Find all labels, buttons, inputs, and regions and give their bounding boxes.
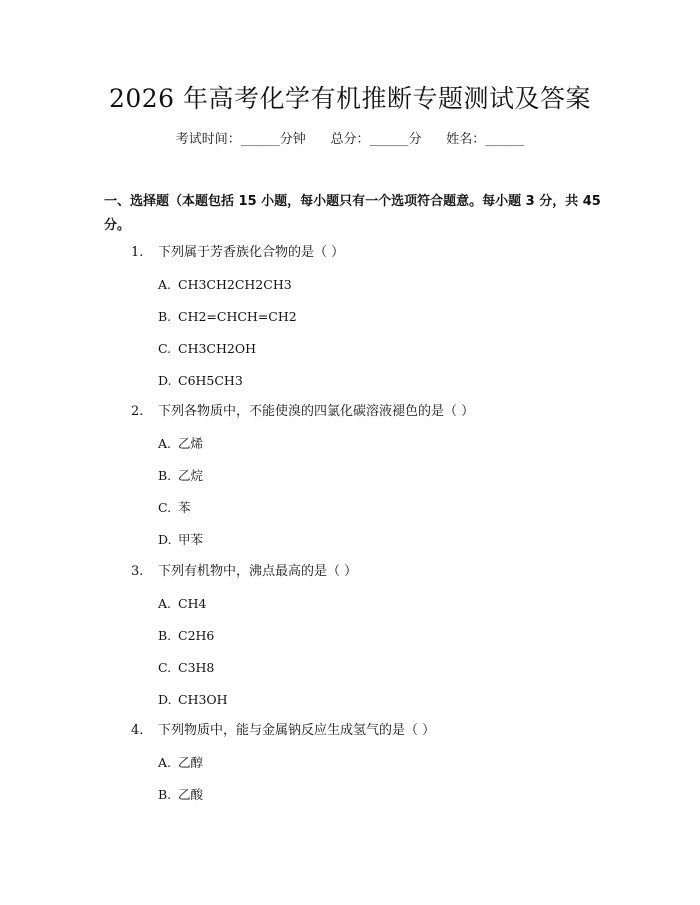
exam-info-line: 考试时间：______分钟 总分：______分 姓名：______: [175, 132, 525, 147]
option-2d: [158, 531, 203, 549]
document-title: 2026 年高考化学有机推断专题测试及答案: [108, 84, 592, 113]
option-3d: [158, 691, 228, 709]
question-number: 4.: [131, 723, 144, 738]
question-3: [131, 563, 357, 581]
question-1: [131, 244, 344, 262]
option-letter: B.: [158, 787, 172, 802]
question-number: 1.: [131, 245, 144, 260]
option-letter: A.: [158, 755, 172, 770]
section-heading: 一、选择题（本题包括 15 小题，每小题只有一个选项符合题意。每小题 3 分，共 45 分。: [104, 194, 601, 233]
option-letter: D.: [158, 692, 172, 707]
question-number: 2.: [131, 404, 144, 419]
option-3a: [158, 595, 206, 613]
option-4b: [158, 786, 203, 804]
question-text: 下列各物质中，不能使溴的四氯化碳溶液褪色的是（ ）: [158, 404, 475, 419]
question-4: [131, 722, 435, 740]
option-letter: A.: [158, 277, 172, 292]
option-letter: C.: [158, 341, 172, 356]
option-2a: [158, 435, 203, 453]
option-4a: [158, 754, 203, 772]
option-text: C2H6: [178, 628, 215, 643]
option-1b: [158, 308, 297, 326]
option-text: C3H8: [178, 660, 215, 675]
option-text: CH2=CHCH=CH2: [178, 309, 297, 324]
option-letter: A.: [158, 436, 172, 451]
option-2b: [158, 467, 203, 485]
option-text: 乙醇: [178, 755, 204, 770]
question-number: 3.: [131, 564, 144, 579]
option-text: 乙烷: [178, 468, 204, 483]
option-letter: A.: [158, 596, 172, 611]
option-letter: B.: [158, 468, 172, 483]
option-text: 甲苯: [178, 532, 204, 547]
question-text: 下列物质中，能与金属钠反应生成氢气的是（ ）: [158, 723, 436, 738]
option-letter: D.: [158, 373, 172, 388]
option-text: CH4: [178, 596, 207, 611]
option-text: 乙酸: [178, 787, 204, 802]
option-3c: [158, 659, 214, 677]
question-2: [131, 403, 474, 421]
option-2c: [158, 499, 191, 517]
option-1c: [158, 340, 256, 358]
option-letter: C.: [158, 500, 172, 515]
option-1a: [158, 276, 292, 294]
option-1d: [158, 372, 243, 390]
option-text: C6H5CH3: [178, 373, 243, 388]
option-3b: [158, 627, 214, 645]
option-text: CH3OH: [178, 692, 228, 707]
option-letter: D.: [158, 532, 172, 547]
question-text: 下列有机物中，沸点最高的是（ ）: [158, 564, 358, 579]
option-letter: B.: [158, 628, 172, 643]
option-letter: B.: [158, 309, 172, 324]
question-text: 下列属于芳香族化合物的是（ ）: [158, 245, 345, 260]
option-text: CH3CH2CH2CH3: [178, 277, 292, 292]
option-text: 乙烯: [178, 436, 204, 451]
option-letter: C.: [158, 660, 172, 675]
option-text: CH3CH2OH: [178, 341, 256, 356]
option-text: 苯: [178, 500, 191, 515]
